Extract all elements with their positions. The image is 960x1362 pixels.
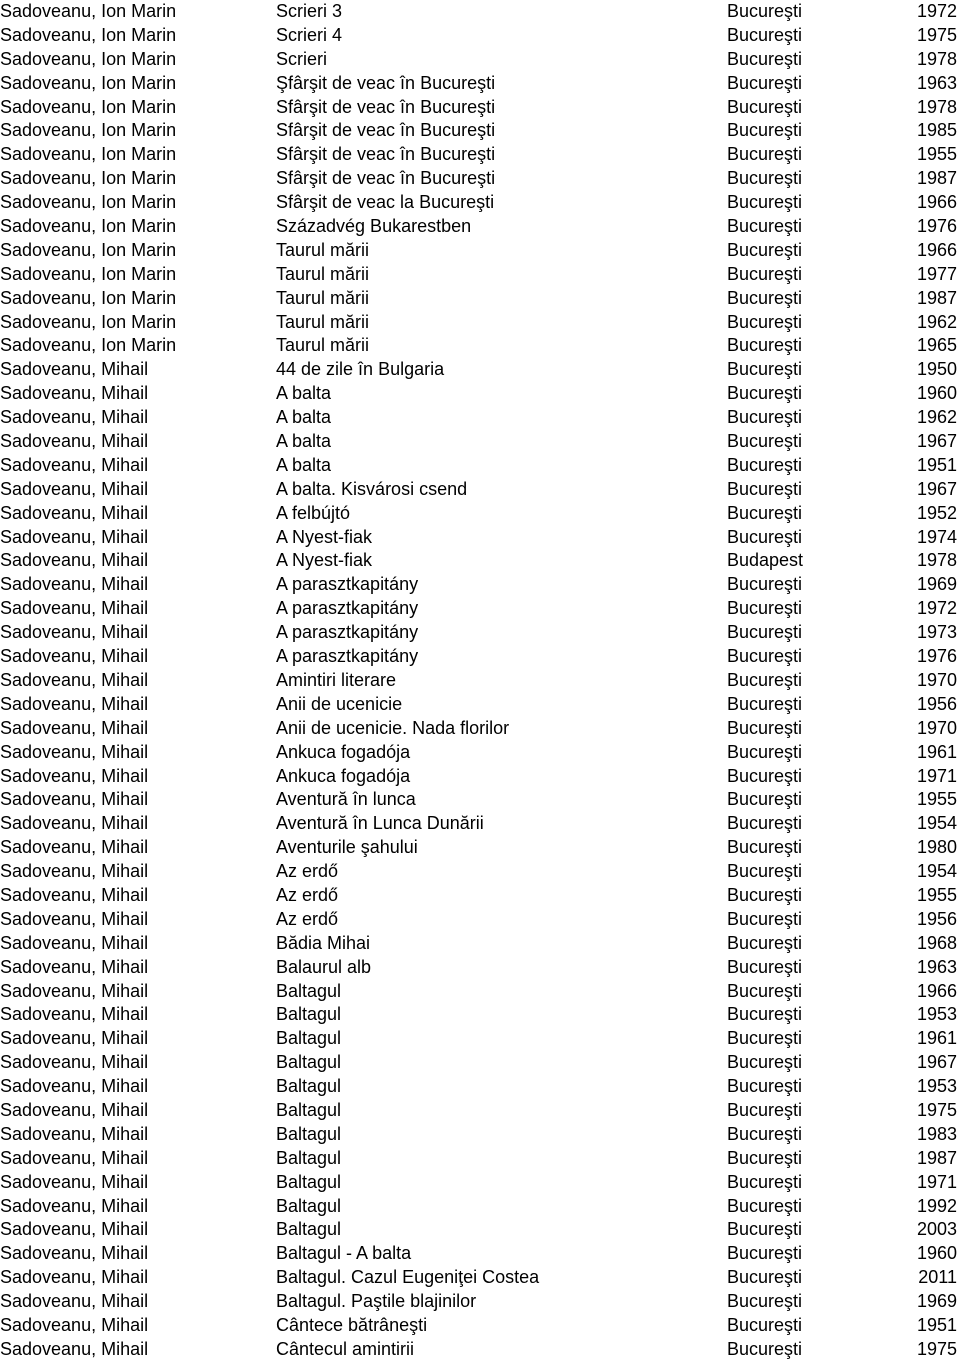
- catalog-row: [0, 621, 960, 645]
- title-cell: Sfârşit de veac în Bucureşti: [276, 168, 496, 189]
- year-cell: 1973: [916, 622, 957, 643]
- title-cell: Bădia Mihai: [276, 932, 371, 953]
- author-cell: Sadoveanu, Mihail: [0, 1195, 149, 1216]
- author-cell: Sadoveanu, Mihail: [0, 1076, 149, 1097]
- catalog-row: [0, 143, 960, 167]
- city-cell: Bucureşti: [727, 1099, 803, 1120]
- catalog-row: [0, 167, 960, 191]
- year-cell: 1967: [916, 431, 957, 452]
- city-cell: Bucureşti: [727, 1004, 803, 1025]
- author-cell: Sadoveanu, Mihail: [0, 383, 149, 404]
- author-cell: Sadoveanu, Ion Marin: [0, 239, 177, 260]
- author-cell: Sadoveanu, Mihail: [0, 717, 149, 738]
- title-cell: A Nyest-fiak: [276, 526, 373, 547]
- catalog-row: [0, 287, 960, 311]
- year-cell: 1968: [916, 932, 957, 953]
- author-cell: Sadoveanu, Ion Marin: [0, 48, 177, 69]
- title-cell: Aventură în Lunca Dunării: [276, 813, 484, 834]
- city-cell: Bucureşti: [727, 932, 803, 953]
- city-cell: Bucureşti: [727, 1147, 803, 1168]
- year-cell: 1955: [916, 144, 957, 165]
- author-cell: Sadoveanu, Ion Marin: [0, 24, 177, 45]
- city-cell: Bucureşti: [727, 861, 803, 882]
- year-cell: 1951: [916, 454, 957, 475]
- year-cell: 1978: [916, 96, 957, 117]
- author-cell: Sadoveanu, Mihail: [0, 526, 149, 547]
- year-cell: 1967: [916, 1052, 957, 1073]
- catalog-row: [0, 1195, 960, 1219]
- author-cell: Sadoveanu, Mihail: [0, 765, 149, 786]
- year-cell: 1950: [916, 359, 957, 380]
- author-cell: Sadoveanu, Mihail: [0, 407, 149, 428]
- year-cell: 1972: [916, 1, 957, 21]
- year-cell: 1983: [916, 1123, 957, 1144]
- author-cell: Sadoveanu, Ion Marin: [0, 311, 177, 332]
- author-cell: Sadoveanu, Ion Marin: [0, 335, 177, 356]
- catalog-row: [0, 1003, 960, 1027]
- author-cell: Sadoveanu, Mihail: [0, 1219, 149, 1240]
- title-cell: Az erdő: [276, 884, 339, 905]
- title-cell: A balta: [276, 431, 332, 452]
- catalog-row: [0, 573, 960, 597]
- year-cell: 1980: [916, 837, 957, 858]
- year-cell: 1972: [916, 598, 957, 619]
- title-cell: A parasztkapitány: [276, 622, 419, 643]
- catalog-row: [0, 191, 960, 215]
- title-cell: Baltagul. Paştile blajinilor: [276, 1291, 477, 1312]
- author-cell: Sadoveanu, Mihail: [0, 478, 149, 499]
- author-cell: Sadoveanu, Mihail: [0, 693, 149, 714]
- year-cell: 1955: [916, 884, 957, 905]
- title-cell: Anii de ucenicie: [276, 693, 403, 714]
- city-cell: Bucureşti: [727, 120, 803, 141]
- author-cell: Sadoveanu, Mihail: [0, 1052, 149, 1073]
- title-cell: Taurul mării: [276, 311, 370, 332]
- title-cell: Scrieri 3: [276, 1, 343, 21]
- catalog-row: [0, 788, 960, 812]
- author-cell: Sadoveanu, Ion Marin: [0, 192, 177, 213]
- title-cell: Baltagul: [276, 1028, 342, 1049]
- city-cell: Bucureşti: [727, 1028, 803, 1049]
- city-cell: Bucureşti: [727, 908, 803, 929]
- year-cell: 1966: [916, 980, 957, 1001]
- year-cell: 1970: [916, 717, 957, 738]
- catalog-row: [0, 406, 960, 430]
- city-cell: Bucureşti: [727, 48, 803, 69]
- catalog-row: [0, 96, 960, 120]
- title-cell: Baltagul - A balta: [276, 1243, 412, 1264]
- city-cell: Bucureşti: [727, 359, 803, 380]
- catalog-row: [0, 1075, 960, 1099]
- title-cell: Baltagul: [276, 1004, 342, 1025]
- title-cell: Az erdő: [276, 861, 339, 882]
- city-cell: Bucureşti: [727, 884, 803, 905]
- catalog-row: [0, 119, 960, 143]
- city-cell: Bucureşti: [727, 1267, 803, 1288]
- year-cell: 2003: [916, 1219, 957, 1240]
- author-cell: Sadoveanu, Mihail: [0, 574, 149, 595]
- title-cell: A balta. Kisvárosi csend: [276, 478, 468, 499]
- city-cell: Bucureşti: [727, 431, 803, 452]
- city-cell: Bucureşti: [727, 1171, 803, 1192]
- title-cell: A parasztkapitány: [276, 598, 419, 619]
- title-cell: Sfârşit de veac în Bucureşti: [276, 144, 496, 165]
- title-cell: Cântecul amintirii: [276, 1338, 415, 1359]
- year-cell: 1953: [916, 1004, 957, 1025]
- year-cell: 1974: [916, 526, 957, 547]
- catalog-row: [0, 669, 960, 693]
- year-cell: 2011: [918, 1267, 957, 1288]
- city-cell: Bucureşti: [727, 263, 803, 284]
- author-cell: Sadoveanu, Mihail: [0, 1171, 149, 1192]
- year-cell: 1987: [916, 1147, 957, 1168]
- author-cell: Sadoveanu, Mihail: [0, 861, 149, 882]
- title-cell: Baltagul: [276, 980, 342, 1001]
- city-cell: Bucureşti: [727, 622, 803, 643]
- author-cell: Sadoveanu, Mihail: [0, 837, 149, 858]
- title-cell: Sfârşit de veac la Bucureşti: [276, 192, 495, 213]
- city-cell: Bucureşti: [727, 574, 803, 595]
- catalog-row: [0, 239, 960, 263]
- year-cell: 1962: [916, 407, 957, 428]
- year-cell: 1966: [916, 239, 957, 260]
- city-cell: Bucureşti: [727, 311, 803, 332]
- catalog-row: [0, 1266, 960, 1290]
- year-cell: 1960: [916, 383, 957, 404]
- city-cell: Bucureşti: [727, 96, 803, 117]
- catalog-row: [0, 1314, 960, 1338]
- title-cell: Baltagul. Cazul Eugeniţei Costea: [276, 1267, 540, 1288]
- catalog-row: [0, 24, 960, 48]
- catalog-row: [0, 72, 960, 96]
- city-cell: Bucureşti: [727, 216, 803, 237]
- title-cell: Baltagul: [276, 1099, 342, 1120]
- catalog-row: [0, 717, 960, 741]
- author-cell: Sadoveanu, Mihail: [0, 622, 149, 643]
- author-cell: Sadoveanu, Mihail: [0, 1099, 149, 1120]
- year-cell: 1956: [916, 693, 957, 714]
- city-cell: Bucureşti: [727, 72, 803, 93]
- catalog-row: [0, 765, 960, 789]
- author-cell: Sadoveanu, Mihail: [0, 908, 149, 929]
- year-cell: 1985: [916, 120, 957, 141]
- title-cell: Taurul mării: [276, 263, 370, 284]
- year-cell: 1963: [916, 956, 957, 977]
- city-cell: Bucureşti: [727, 956, 803, 977]
- author-cell: Sadoveanu, Mihail: [0, 1338, 149, 1359]
- year-cell: 1992: [916, 1195, 957, 1216]
- year-cell: 1963: [916, 72, 957, 93]
- catalog-row: [0, 334, 960, 358]
- catalog-row: [0, 932, 960, 956]
- catalog-row: [0, 1171, 960, 1195]
- author-cell: Sadoveanu, Mihail: [0, 1123, 149, 1144]
- author-cell: Sadoveanu, Ion Marin: [0, 287, 177, 308]
- year-cell: 1953: [916, 1076, 957, 1097]
- year-cell: 1971: [916, 765, 957, 786]
- city-cell: Bucureşti: [727, 741, 803, 762]
- catalog-row: [0, 215, 960, 239]
- city-cell: Bucureşti: [727, 502, 803, 523]
- author-cell: Sadoveanu, Mihail: [0, 1243, 149, 1264]
- city-cell: Bucureşti: [727, 1052, 803, 1073]
- catalog-row: [0, 48, 960, 72]
- title-cell: Sfârşit de veac în Bucureşti: [276, 96, 496, 117]
- city-cell: Bucureşti: [727, 693, 803, 714]
- catalog-row: [0, 1051, 960, 1075]
- year-cell: 1987: [916, 287, 957, 308]
- year-cell: 1966: [916, 192, 957, 213]
- title-cell: Baltagul: [276, 1123, 342, 1144]
- title-cell: Baltagul: [276, 1076, 342, 1097]
- city-cell: Bucureşti: [727, 717, 803, 738]
- author-cell: Sadoveanu, Mihail: [0, 359, 149, 380]
- catalog-row: [0, 526, 960, 550]
- catalog-row: [0, 884, 960, 908]
- title-cell: Baltagul: [276, 1147, 342, 1168]
- title-cell: Taurul mării: [276, 239, 370, 260]
- title-cell: Századvég Bukarestben: [276, 216, 472, 237]
- title-cell: Aventurile şahului: [276, 837, 418, 858]
- year-cell: 1967: [916, 478, 957, 499]
- year-cell: 1976: [916, 216, 957, 237]
- city-cell: Budapest: [727, 550, 804, 571]
- catalog-row: [0, 1099, 960, 1123]
- title-cell: Ankuca fogadója: [276, 741, 411, 762]
- city-cell: Bucureşti: [727, 598, 803, 619]
- catalog-row: [0, 597, 960, 621]
- author-cell: Sadoveanu, Mihail: [0, 502, 149, 523]
- year-cell: 1954: [916, 861, 957, 882]
- catalog-row: [0, 478, 960, 502]
- title-cell: A parasztkapitány: [276, 574, 419, 595]
- title-cell: Az erdő: [276, 908, 339, 929]
- catalog-row: [0, 1242, 960, 1266]
- title-cell: Scrieri 4: [276, 24, 343, 45]
- catalog-row: [0, 908, 960, 932]
- city-cell: Bucureşti: [727, 239, 803, 260]
- title-cell: Balaurul alb: [276, 956, 372, 977]
- author-cell: Sadoveanu, Mihail: [0, 1028, 149, 1049]
- title-cell: Anii de ucenicie. Nada florilor: [276, 717, 510, 738]
- city-cell: Bucureşti: [727, 383, 803, 404]
- city-cell: Bucureşti: [727, 1314, 803, 1335]
- year-cell: 1969: [916, 574, 957, 595]
- catalog-row: [0, 382, 960, 406]
- author-cell: Sadoveanu, Ion Marin: [0, 216, 177, 237]
- title-cell: Baltagul: [276, 1052, 342, 1073]
- author-cell: Sadoveanu, Mihail: [0, 1004, 149, 1025]
- author-cell: Sadoveanu, Ion Marin: [0, 168, 177, 189]
- author-cell: Sadoveanu, Mihail: [0, 884, 149, 905]
- city-cell: Bucureşti: [727, 1338, 803, 1359]
- city-cell: Bucureşti: [727, 24, 803, 45]
- year-cell: 1956: [916, 908, 957, 929]
- author-cell: Sadoveanu, Mihail: [0, 454, 149, 475]
- city-cell: Bucureşti: [727, 526, 803, 547]
- year-cell: 1965: [916, 335, 957, 356]
- city-cell: Bucureşti: [727, 765, 803, 786]
- title-cell: Cântece bătrâneşti: [276, 1314, 428, 1335]
- year-cell: 1955: [916, 789, 957, 810]
- year-cell: 1961: [916, 741, 957, 762]
- year-cell: 1976: [916, 646, 957, 667]
- city-cell: Bucureşti: [727, 1076, 803, 1097]
- title-cell: Amintiri literare: [276, 669, 397, 690]
- title-cell: Ankuca fogadója: [276, 765, 411, 786]
- author-cell: Sadoveanu, Mihail: [0, 956, 149, 977]
- author-cell: Sadoveanu, Mihail: [0, 669, 149, 690]
- catalog-row: [0, 956, 960, 980]
- author-cell: Sadoveanu, Mihail: [0, 789, 149, 810]
- author-cell: Sadoveanu, Mihail: [0, 1314, 149, 1335]
- city-cell: Bucureşti: [727, 789, 803, 810]
- city-cell: Bucureşti: [727, 192, 803, 213]
- catalog-row: [0, 0, 960, 24]
- year-cell: 1987: [916, 168, 957, 189]
- city-cell: Bucureşti: [727, 1123, 803, 1144]
- author-cell: Sadoveanu, Mihail: [0, 431, 149, 452]
- author-cell: Sadoveanu, Ion Marin: [0, 263, 177, 284]
- title-cell: Scrieri: [276, 48, 328, 69]
- catalog-row: [0, 311, 960, 335]
- title-cell: Taurul mării: [276, 335, 370, 356]
- year-cell: 1951: [916, 1314, 957, 1335]
- title-cell: 44 de zile în Bulgaria: [276, 359, 445, 380]
- city-cell: Bucureşti: [727, 837, 803, 858]
- catalog-row: [0, 860, 960, 884]
- title-cell: Şfârşit de veac în Bucureşti: [276, 72, 496, 93]
- year-cell: 1970: [916, 669, 957, 690]
- catalog-row: [0, 1147, 960, 1171]
- year-cell: 1978: [916, 48, 957, 69]
- city-cell: Bucureşti: [727, 1219, 803, 1240]
- catalog-row: [0, 1027, 960, 1051]
- city-cell: Bucureşti: [727, 813, 803, 834]
- author-cell: Sadoveanu, Mihail: [0, 646, 149, 667]
- author-cell: Sadoveanu, Ion Marin: [0, 144, 177, 165]
- catalog-row: [0, 1123, 960, 1147]
- catalog-row: [0, 1290, 960, 1314]
- year-cell: 1961: [916, 1028, 957, 1049]
- title-cell: A balta: [276, 454, 332, 475]
- author-cell: Sadoveanu, Mihail: [0, 550, 149, 571]
- year-cell: 1960: [916, 1243, 957, 1264]
- title-cell: Baltagul: [276, 1195, 342, 1216]
- city-cell: Bucureşti: [727, 980, 803, 1001]
- city-cell: Bucureşti: [727, 168, 803, 189]
- title-cell: A Nyest-fiak: [276, 550, 373, 571]
- title-cell: Taurul mării: [276, 287, 370, 308]
- city-cell: Bucureşti: [727, 1, 803, 21]
- city-cell: Bucureşti: [727, 335, 803, 356]
- catalog-row: [0, 836, 960, 860]
- author-cell: Sadoveanu, Mihail: [0, 1291, 149, 1312]
- year-cell: 1971: [916, 1171, 957, 1192]
- author-cell: Sadoveanu, Ion Marin: [0, 72, 177, 93]
- year-cell: 1975: [916, 1099, 957, 1120]
- catalog-row: [0, 502, 960, 526]
- catalog-row: [0, 549, 960, 573]
- catalog-row: [0, 263, 960, 287]
- author-cell: Sadoveanu, Mihail: [0, 1267, 149, 1288]
- year-cell: 1977: [916, 263, 957, 284]
- title-cell: Baltagul: [276, 1219, 342, 1240]
- year-cell: 1975: [916, 24, 957, 45]
- author-cell: Sadoveanu, Mihail: [0, 932, 149, 953]
- author-cell: Sadoveanu, Mihail: [0, 598, 149, 619]
- city-cell: Bucureşti: [727, 407, 803, 428]
- catalog-row: [0, 741, 960, 765]
- author-cell: Sadoveanu, Mihail: [0, 980, 149, 1001]
- city-cell: Bucureşti: [727, 1195, 803, 1216]
- title-cell: Aventură în lunca: [276, 789, 416, 810]
- year-cell: 1969: [916, 1291, 957, 1312]
- catalog-row: [0, 1218, 960, 1242]
- year-cell: 1954: [916, 813, 957, 834]
- title-cell: A parasztkapitány: [276, 646, 419, 667]
- title-cell: Sfârşit de veac în Bucureşti: [276, 120, 496, 141]
- year-cell: 1962: [916, 311, 957, 332]
- catalog-row: [0, 358, 960, 382]
- year-cell: 1975: [916, 1338, 957, 1359]
- title-cell: Baltagul: [276, 1171, 342, 1192]
- catalog-row: [0, 1338, 960, 1362]
- city-cell: Bucureşti: [727, 287, 803, 308]
- title-cell: A balta: [276, 383, 332, 404]
- city-cell: Bucureşti: [727, 478, 803, 499]
- catalog-row: [0, 430, 960, 454]
- catalog-row: [0, 693, 960, 717]
- city-cell: Bucureşti: [727, 144, 803, 165]
- author-cell: Sadoveanu, Mihail: [0, 813, 149, 834]
- author-cell: Sadoveanu, Ion Marin: [0, 1, 177, 21]
- year-cell: 1952: [916, 502, 957, 523]
- author-cell: Sadoveanu, Ion Marin: [0, 96, 177, 117]
- catalog-row: [0, 980, 960, 1004]
- author-cell: Sadoveanu, Mihail: [0, 741, 149, 762]
- author-cell: Sadoveanu, Ion Marin: [0, 120, 177, 141]
- title-cell: A felbújtó: [276, 502, 351, 523]
- city-cell: Bucureşti: [727, 1291, 803, 1312]
- catalog-row: [0, 454, 960, 478]
- catalog-row: [0, 645, 960, 669]
- year-cell: 1978: [916, 550, 957, 571]
- author-cell: Sadoveanu, Mihail: [0, 1147, 149, 1168]
- city-cell: Bucureşti: [727, 454, 803, 475]
- title-cell: A balta: [276, 407, 332, 428]
- city-cell: Bucureşti: [727, 646, 803, 667]
- catalog-row: [0, 812, 960, 836]
- city-cell: Bucureşti: [727, 1243, 803, 1264]
- city-cell: Bucureşti: [727, 669, 803, 690]
